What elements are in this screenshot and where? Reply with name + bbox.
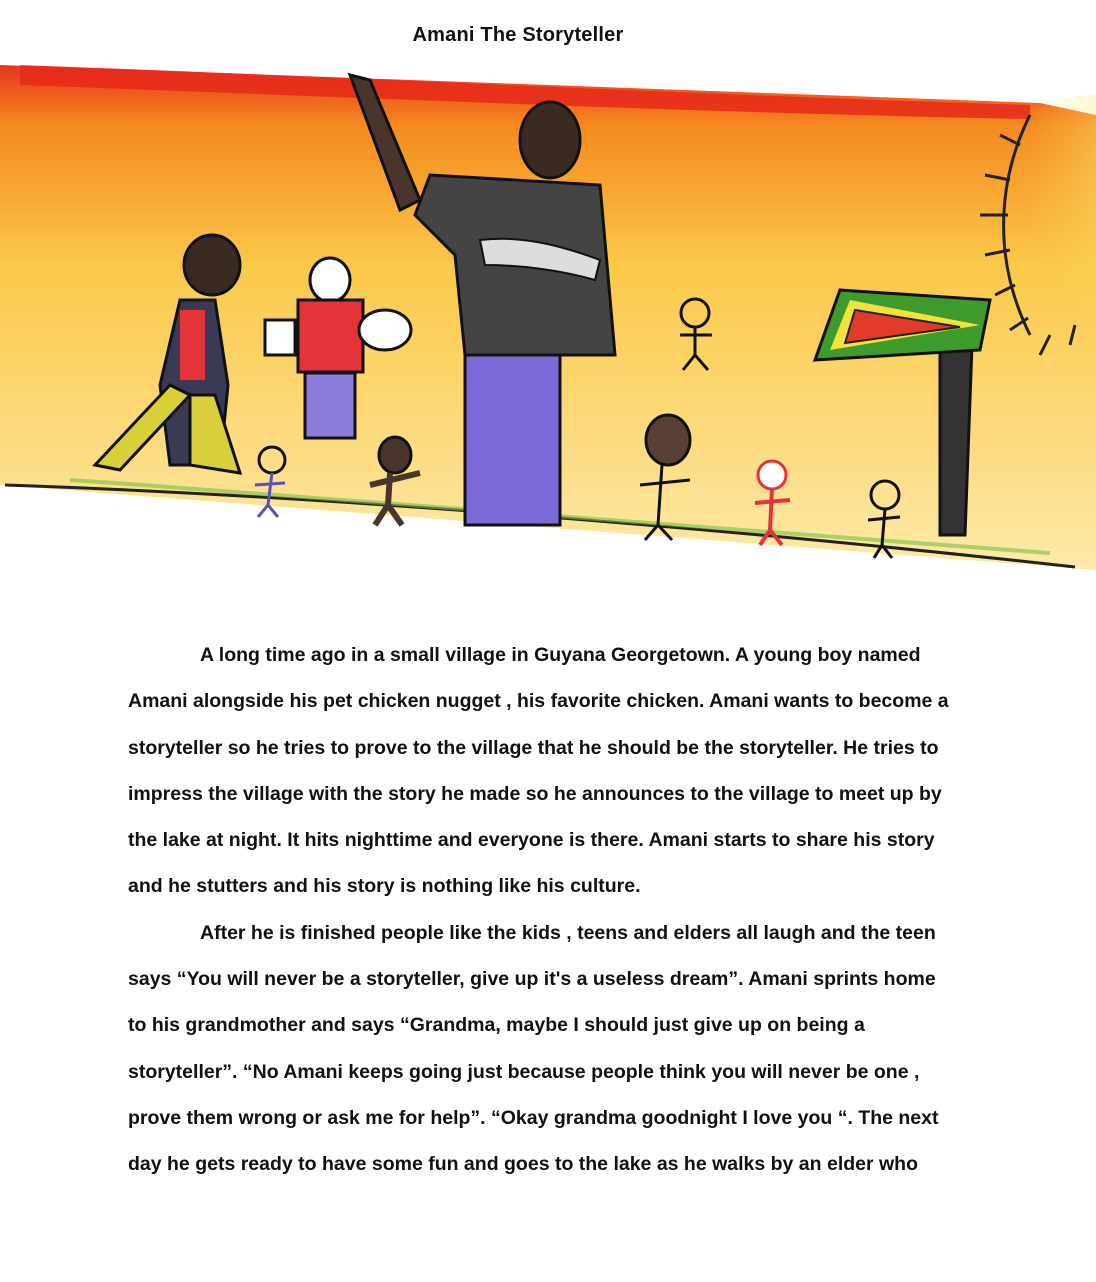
drawing-illustration: [0, 55, 1096, 575]
text-line: storyteller so he tries to prove to the village that he should be the storyteller. He tries to: [128, 736, 939, 759]
text-line: day he gets ready to have some fun and goes to the lake as he walks by an elder who: [128, 1153, 918, 1176]
story-paragraph-1: [128, 632, 998, 910]
text-line: Amani alongside his pet chicken nugget , his favorite chicken. Amani wants to become a: [128, 690, 949, 713]
text-line: says “You will never be a storyteller, give up it's a useless dream”. Amani sprints home: [128, 968, 936, 991]
text-line: impress the village with the story he made so he announces to the village to meet up by: [128, 782, 942, 805]
text-line: and he stutters and his story is nothing like his culture.: [128, 875, 641, 898]
text-line: After he is finished people like the kids , teens and elders all laugh and the teen: [200, 921, 936, 944]
story-paragraph-2: [128, 910, 998, 1188]
text-line: prove them wrong or ask me for help”. “Okay grandma goodnight I love you “. The next: [128, 1106, 939, 1129]
text-line: to his grandmother and says “Grandma, maybe I should just give up on being a: [128, 1014, 865, 1037]
text-line: storyteller”. “No Amani keeps going just because people think you will never be one ,: [128, 1060, 920, 1083]
text-line: the lake at night. It hits nighttime and everyone is there. Amani starts to share his story: [128, 829, 935, 852]
page-title: Amani The Storyteller: [412, 24, 624, 46]
story-text: [128, 632, 998, 1188]
text-line: A long time ago in a small village in Guyana Georgetown. A young boy named: [200, 644, 921, 666]
